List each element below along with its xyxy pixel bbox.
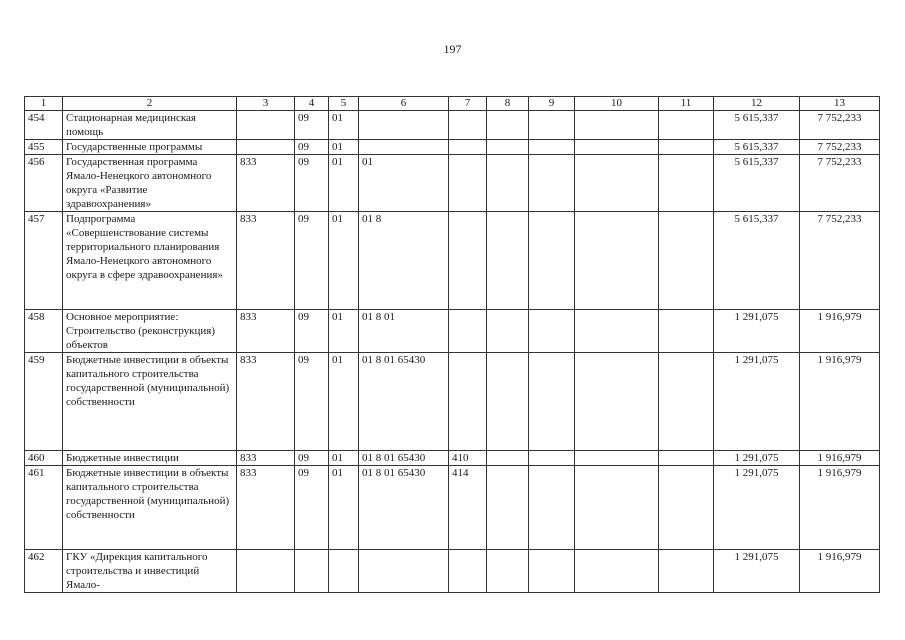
cell-amount-col-13: 7 752,233 <box>800 212 880 310</box>
cell-col-11 <box>659 155 714 212</box>
cell-col-10 <box>575 111 659 140</box>
cell-ministry-code: 833 <box>237 155 295 212</box>
cell-section-code: 09 <box>295 111 329 140</box>
cell-section-code: 09 <box>295 310 329 353</box>
cell-amount-col-12: 1 291,075 <box>714 550 800 593</box>
cell-amount-col-13: 1 916,979 <box>800 451 880 466</box>
cell-program-code: 01 8 <box>359 212 449 310</box>
cell-amount-col-12: 1 291,075 <box>714 451 800 466</box>
cell-ministry-code <box>237 111 295 140</box>
cell-program-code: 01 <box>359 155 449 212</box>
cell-item-name: Государственные программы <box>63 140 237 155</box>
cell-col-9 <box>529 466 575 550</box>
cell-expense-type <box>449 111 487 140</box>
cell-section-code <box>295 550 329 593</box>
cell-ministry-code: 833 <box>237 451 295 466</box>
column-header: 12 <box>714 97 800 111</box>
column-header: 8 <box>487 97 529 111</box>
cell-col-9 <box>529 212 575 310</box>
cell-amount-col-13: 1 916,979 <box>800 550 880 593</box>
cell-amount-col-13: 1 916,979 <box>800 466 880 550</box>
cell-expense-type <box>449 140 487 155</box>
cell-item-name: Бюджетные инвестиции в объекты капитального строительства государственной (муниципальной) собственности <box>63 353 237 451</box>
cell-amount-col-12: 1 291,075 <box>714 466 800 550</box>
cell-program-code: 01 8 01 65430 <box>359 353 449 451</box>
table-body <box>25 111 880 593</box>
cell-col-8 <box>487 140 529 155</box>
cell-item-name: Подпрограмма «Совершенствование системы территориального планирования Ямало-Ненецкого автономного округа в сфере здравоохранения» <box>63 212 237 310</box>
cell-section-code: 09 <box>295 155 329 212</box>
cell-ministry-code: 833 <box>237 310 295 353</box>
page-number: 197 <box>443 42 462 56</box>
cell-col-11 <box>659 550 714 593</box>
cell-col-9 <box>529 155 575 212</box>
cell-amount-col-12: 1 291,075 <box>714 310 800 353</box>
column-header: 1 <box>25 97 63 111</box>
column-header: 6 <box>359 97 449 111</box>
cell-col-8 <box>487 550 529 593</box>
table-row <box>25 451 880 466</box>
column-header: 3 <box>237 97 295 111</box>
cell-subsection-code <box>329 550 359 593</box>
budget-table <box>24 96 880 593</box>
cell-col-11 <box>659 310 714 353</box>
cell-col-8 <box>487 212 529 310</box>
cell-col-9 <box>529 111 575 140</box>
cell-col-11 <box>659 353 714 451</box>
cell-expense-type <box>449 353 487 451</box>
cell-col-10 <box>575 310 659 353</box>
table-row <box>25 353 880 451</box>
column-header: 4 <box>295 97 329 111</box>
column-header: 11 <box>659 97 714 111</box>
cell-subsection-code: 01 <box>329 140 359 155</box>
cell-subsection-code: 01 <box>329 353 359 451</box>
cell-col-10 <box>575 550 659 593</box>
cell-subsection-code: 01 <box>329 212 359 310</box>
cell-item-name: Бюджетные инвестиции <box>63 451 237 466</box>
cell-col-10 <box>575 140 659 155</box>
column-header: 10 <box>575 97 659 111</box>
table-row <box>25 111 880 140</box>
cell-expense-type: 414 <box>449 466 487 550</box>
cell-col-8 <box>487 353 529 451</box>
cell-subsection-code: 01 <box>329 451 359 466</box>
cell-item-name: Бюджетные инвестиции в объекты капитального строительства государственной (муниципальной) собственности <box>63 466 237 550</box>
cell-subsection-code: 01 <box>329 466 359 550</box>
cell-item-name: Основное мероприятие: Строительство (реконструкция) объектов <box>63 310 237 353</box>
cell-expense-type <box>449 212 487 310</box>
cell-ministry-code <box>237 140 295 155</box>
cell-amount-col-13: 1 916,979 <box>800 353 880 451</box>
cell-subsection-code: 01 <box>329 310 359 353</box>
cell-item-name: Государственная программа Ямало-Ненецкого автономного округа «Развитие здравоохранения» <box>63 155 237 212</box>
cell-row-number: 455 <box>25 140 63 155</box>
table-row <box>25 155 880 212</box>
cell-col-9 <box>529 550 575 593</box>
cell-row-number: 462 <box>25 550 63 593</box>
cell-col-10 <box>575 155 659 212</box>
cell-row-number: 458 <box>25 310 63 353</box>
cell-section-code: 09 <box>295 140 329 155</box>
cell-col-10 <box>575 451 659 466</box>
cell-col-8 <box>487 466 529 550</box>
cell-program-code <box>359 140 449 155</box>
cell-col-8 <box>487 155 529 212</box>
cell-col-9 <box>529 353 575 451</box>
cell-col-10 <box>575 212 659 310</box>
cell-program-code: 01 8 01 65430 <box>359 466 449 550</box>
cell-amount-col-13: 1 916,979 <box>800 310 880 353</box>
table-row <box>25 466 880 550</box>
cell-col-11 <box>659 451 714 466</box>
column-header: 7 <box>449 97 487 111</box>
cell-expense-type <box>449 310 487 353</box>
cell-ministry-code: 833 <box>237 212 295 310</box>
cell-item-name: ГКУ «Дирекция капитального строительства и инвестиций Ямало- <box>63 550 237 593</box>
cell-expense-type: 410 <box>449 451 487 466</box>
cell-col-10 <box>575 466 659 550</box>
cell-ministry-code <box>237 550 295 593</box>
cell-subsection-code: 01 <box>329 111 359 140</box>
column-header: 13 <box>800 97 880 111</box>
cell-col-11 <box>659 212 714 310</box>
cell-col-9 <box>529 140 575 155</box>
cell-item-name: Стационарная медицинская помощь <box>63 111 237 140</box>
cell-section-code: 09 <box>295 451 329 466</box>
cell-row-number: 457 <box>25 212 63 310</box>
cell-amount-col-12: 5 615,337 <box>714 111 800 140</box>
column-header: 9 <box>529 97 575 111</box>
cell-section-code: 09 <box>295 353 329 451</box>
table-row <box>25 212 880 310</box>
cell-program-code: 01 8 01 65430 <box>359 451 449 466</box>
cell-amount-col-12: 5 615,337 <box>714 212 800 310</box>
cell-col-8 <box>487 310 529 353</box>
cell-amount-col-12: 1 291,075 <box>714 353 800 451</box>
cell-program-code <box>359 550 449 593</box>
cell-section-code: 09 <box>295 466 329 550</box>
column-header: 5 <box>329 97 359 111</box>
cell-amount-col-12: 5 615,337 <box>714 140 800 155</box>
cell-row-number: 461 <box>25 466 63 550</box>
cell-expense-type <box>449 550 487 593</box>
cell-section-code: 09 <box>295 212 329 310</box>
cell-row-number: 456 <box>25 155 63 212</box>
cell-expense-type <box>449 155 487 212</box>
cell-row-number: 454 <box>25 111 63 140</box>
table-row <box>25 140 880 155</box>
cell-program-code: 01 8 01 <box>359 310 449 353</box>
cell-amount-col-13: 7 752,233 <box>800 111 880 140</box>
cell-col-9 <box>529 310 575 353</box>
cell-col-8 <box>487 111 529 140</box>
cell-col-11 <box>659 466 714 550</box>
cell-col-11 <box>659 140 714 155</box>
cell-program-code <box>359 111 449 140</box>
cell-amount-col-13: 7 752,233 <box>800 155 880 212</box>
cell-amount-col-13: 7 752,233 <box>800 140 880 155</box>
cell-row-number: 460 <box>25 451 63 466</box>
cell-row-number: 459 <box>25 353 63 451</box>
cell-subsection-code: 01 <box>329 155 359 212</box>
table-row <box>25 550 880 593</box>
header-row <box>25 97 880 111</box>
cell-amount-col-12: 5 615,337 <box>714 155 800 212</box>
cell-col-10 <box>575 353 659 451</box>
cell-ministry-code: 833 <box>237 353 295 451</box>
table-row <box>25 310 880 353</box>
cell-col-8 <box>487 451 529 466</box>
column-header: 2 <box>63 97 237 111</box>
cell-col-9 <box>529 451 575 466</box>
cell-col-11 <box>659 111 714 140</box>
cell-ministry-code: 833 <box>237 466 295 550</box>
